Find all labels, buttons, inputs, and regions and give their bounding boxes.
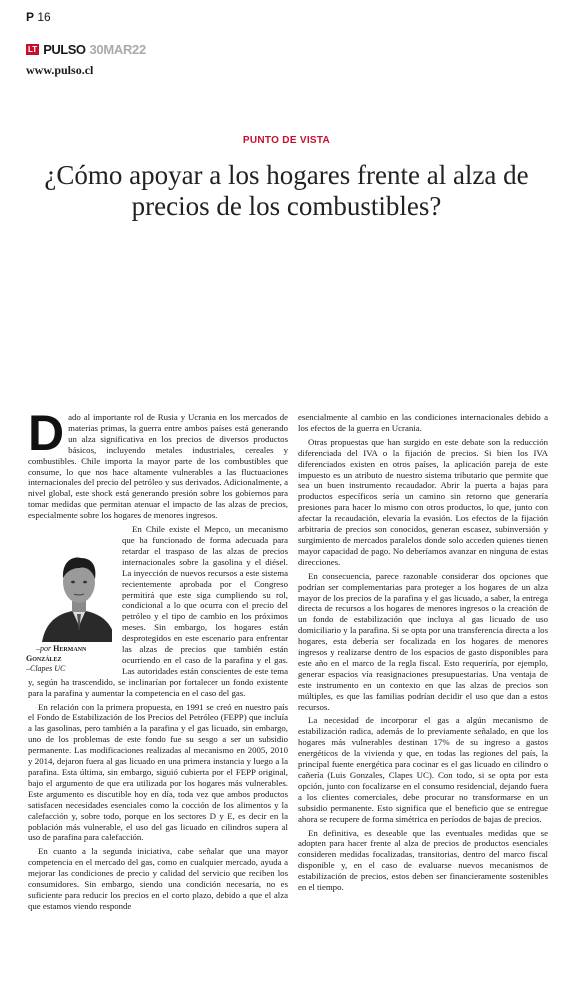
paragraph: La necesidad de incorporar el gas a algún mecanismo de estabilización radica, además de lo previamente señalado, en que los hogares más vulnerables destinan 17% de su ingreso a gastos energéticos de la vivienda y que, en todas las regiones del país, la principal fuente energética para cocinar es el gas licuado en cilindro o cañería (Luis Gonzales, Clapes UC). Con todo, si se opta por esta opción, junto con focalizarse en el consumo residencial, dejando fuera a los clientes comerciales, debe procurar no transformarse en un subsidio permanente. Esto significa que el beneficio que se entregue ahora se recupere de forma simétrica en períodos de bajas de precios. xyxy=(298,715,548,824)
issue-date: 30MAR22 xyxy=(89,42,146,57)
dropcap: D xyxy=(28,405,65,461)
author-photo xyxy=(26,546,112,642)
byline xyxy=(26,644,114,674)
page-number-value: 16 xyxy=(37,10,51,24)
paragraph: En definitiva, es deseable que las eventuales medidas que se adopten para hacer frente al alza de precios de productos esenciales consideren medidas focalizadas, transitorias, dentro del marco fiscal disponible y, en el caso de evaluarse nuevos mecanismos de estabilización de precios, estos deben ser financieramente sostenibles en el tiempo. xyxy=(298,827,548,893)
paragraph: Dado al importante rol de Rusia y Ucrania en los mercados de materias primas, la guerra entre ambos países está generando un alza significativa en los precios de diversos productos básicos, incluyendo metales industriales, cereales y combustibles. Chile importa la mayor parte de los combustibles que consume, lo que nos hace altamente vulnerables a las fluctuaciones internacionales del precio del petróleo y sus derivados. Adicionalmente, a nivel global, este shock está generando presión sobre los gobiernos para tomar medidas que permitan atenuar el impacto de las alzas de precios, especialmente sobre los hogares de menores ingresos. xyxy=(28,405,288,521)
page-letter: P xyxy=(26,10,35,24)
author-name: Hermann González xyxy=(26,644,87,664)
author-affiliation: –Clapes UC xyxy=(26,664,66,674)
brand-badge: LT xyxy=(28,45,38,54)
article-column-right xyxy=(298,412,548,896)
author-box xyxy=(26,546,114,674)
paragraph: En relación con la primera propuesta, en 1991 se creó en nuestro país el Fondo de Estabilización de los Precios del Petróleo (FEPP) que incluía a las gasolinas, pero también a la parafina y el gas licuado, sin embargo, uno de los problemas de este fondo fue su sesgo a ser un subsidio permanente. Las modificaciones realizadas al mecanismo en 2005, 2010 y 2014, dejaron fuera al gas licuado en una primera instancia y luego a la parafina. Esta última, sin embargo, siguió cubierta por el FEPP original, bajo el argumento de que era utilizada por los hogares más vulnerables. Este argumento es discutible hoy en día, toda vez que ambos productos satisfacen necesidades esenciales como la cocción de los alimentos y la calefacción y, sobre todo, porque en los sectores D y E, es decir en la población más vulnerable, el uso del gas licuado en cilindros supera al uso de parafina para calefacción. xyxy=(28,701,288,843)
paragraph: Otras propuestas que han surgido en este debate son la reducción diferenciada del IVA o la fijación de precios. Si bien los IVA diferenciados existen en otros países, la aplicación pareja de este impuesto es un atributo de nuestro sistema tributario que permite que sea un buen instrumento recaudador. Abrir la puerta a bajas para productos específicos sería un camino sin retorno que generaría presiones para hacer lo mismo con otros productos, lo que, junto con afectar la recaudación, elevaría la evasión. Los efectos de la fijación arbitraria de precios son conocidos, generan escasez, subinversión y surgimiento de mercados paralelos donde solo acceden quienes tienen mayor capacidad de pago. No deberíamos avanzar en ninguna de estas direcciones. xyxy=(298,436,548,567)
page-number xyxy=(26,10,51,24)
paragraph: En consecuencia, parece razonable considerar dos opciones que podrían ser complementarias para proteger a los hogares de un alza mayor de los precios de la parafina y el gas licuado, a saber, la entrega directa de recursos a los hogares de menores ingresos o la creación de un fondo de estabilización que incluya al gas licuado de uso domiciliario y la parafina. Si se opta por una transferencia directa a los hogares, esta debería ser focalizada en los hogares de menores ingresos y realizarse dentro de los espacios de gasto disponibles para este año en el marco de la regla fiscal. Esto requeriría, por ejemplo, generar espacios vía reasignaciones presupuestarias. Una ventaja de este instrumento en un contexto en que las alzas de precios son múltiples, es que las familias podrían decidir el uso que dan a estos recursos. xyxy=(298,570,548,712)
site-url: www.pulso.cl xyxy=(26,63,94,77)
paragraph: En cuanto a la segunda iniciativa, cabe señalar que una mayor competencia en el mercado del gas, como en cualquier mercado, ayuda a mejorar las condiciones de precio y calidad del servicio que reciben los consumidores. Sin embargo, siendo una condición necesaria, no es suficiente para reducir los precios en el corto plazo, debido a que el alza que estamos viendo responde xyxy=(28,846,288,911)
byline-prefix: –por xyxy=(36,644,52,654)
article-title: ¿Cómo apoyar a los hogares frente al alza de precios de los combustibles? xyxy=(44,160,529,221)
paragraph: –por Hermann González –Clapes UC En Chile existe el Mepco, un mecanismo que ha funcionado de forma adecuada para retardar el traspaso de las alzas de precios internacionales sobre la gasolina y el diésel. La inyección de nuevos recursos a este sistema recientemente aprobada por el Congreso permitirá que este siga cumpliendo su rol, condicional a lo que ocurra con el precio del petróleo y el tipo de cambio en los próximos meses. Sin embargo, los hogares están desprotegidos en este escenario para enfrentar las alzas de precios que también están ocurriendo en el caso de la parafina y el gas. Las autoridades están conscientes de este tema y, según ha trascendido, se inclinarían por fortalecer un fondo existente para la parafina y aumentar la competencia en el caso del gas. xyxy=(26,524,288,698)
paragraph: esencialmente al cambio en las condiciones internacionales debido a los efectos de la guerra en Ucrania. xyxy=(298,412,548,433)
brand-name: PULSO xyxy=(43,42,86,57)
section-tag: PUNTO DE VISTA xyxy=(242,135,331,146)
article-column-left xyxy=(26,405,288,915)
masthead xyxy=(26,42,146,57)
